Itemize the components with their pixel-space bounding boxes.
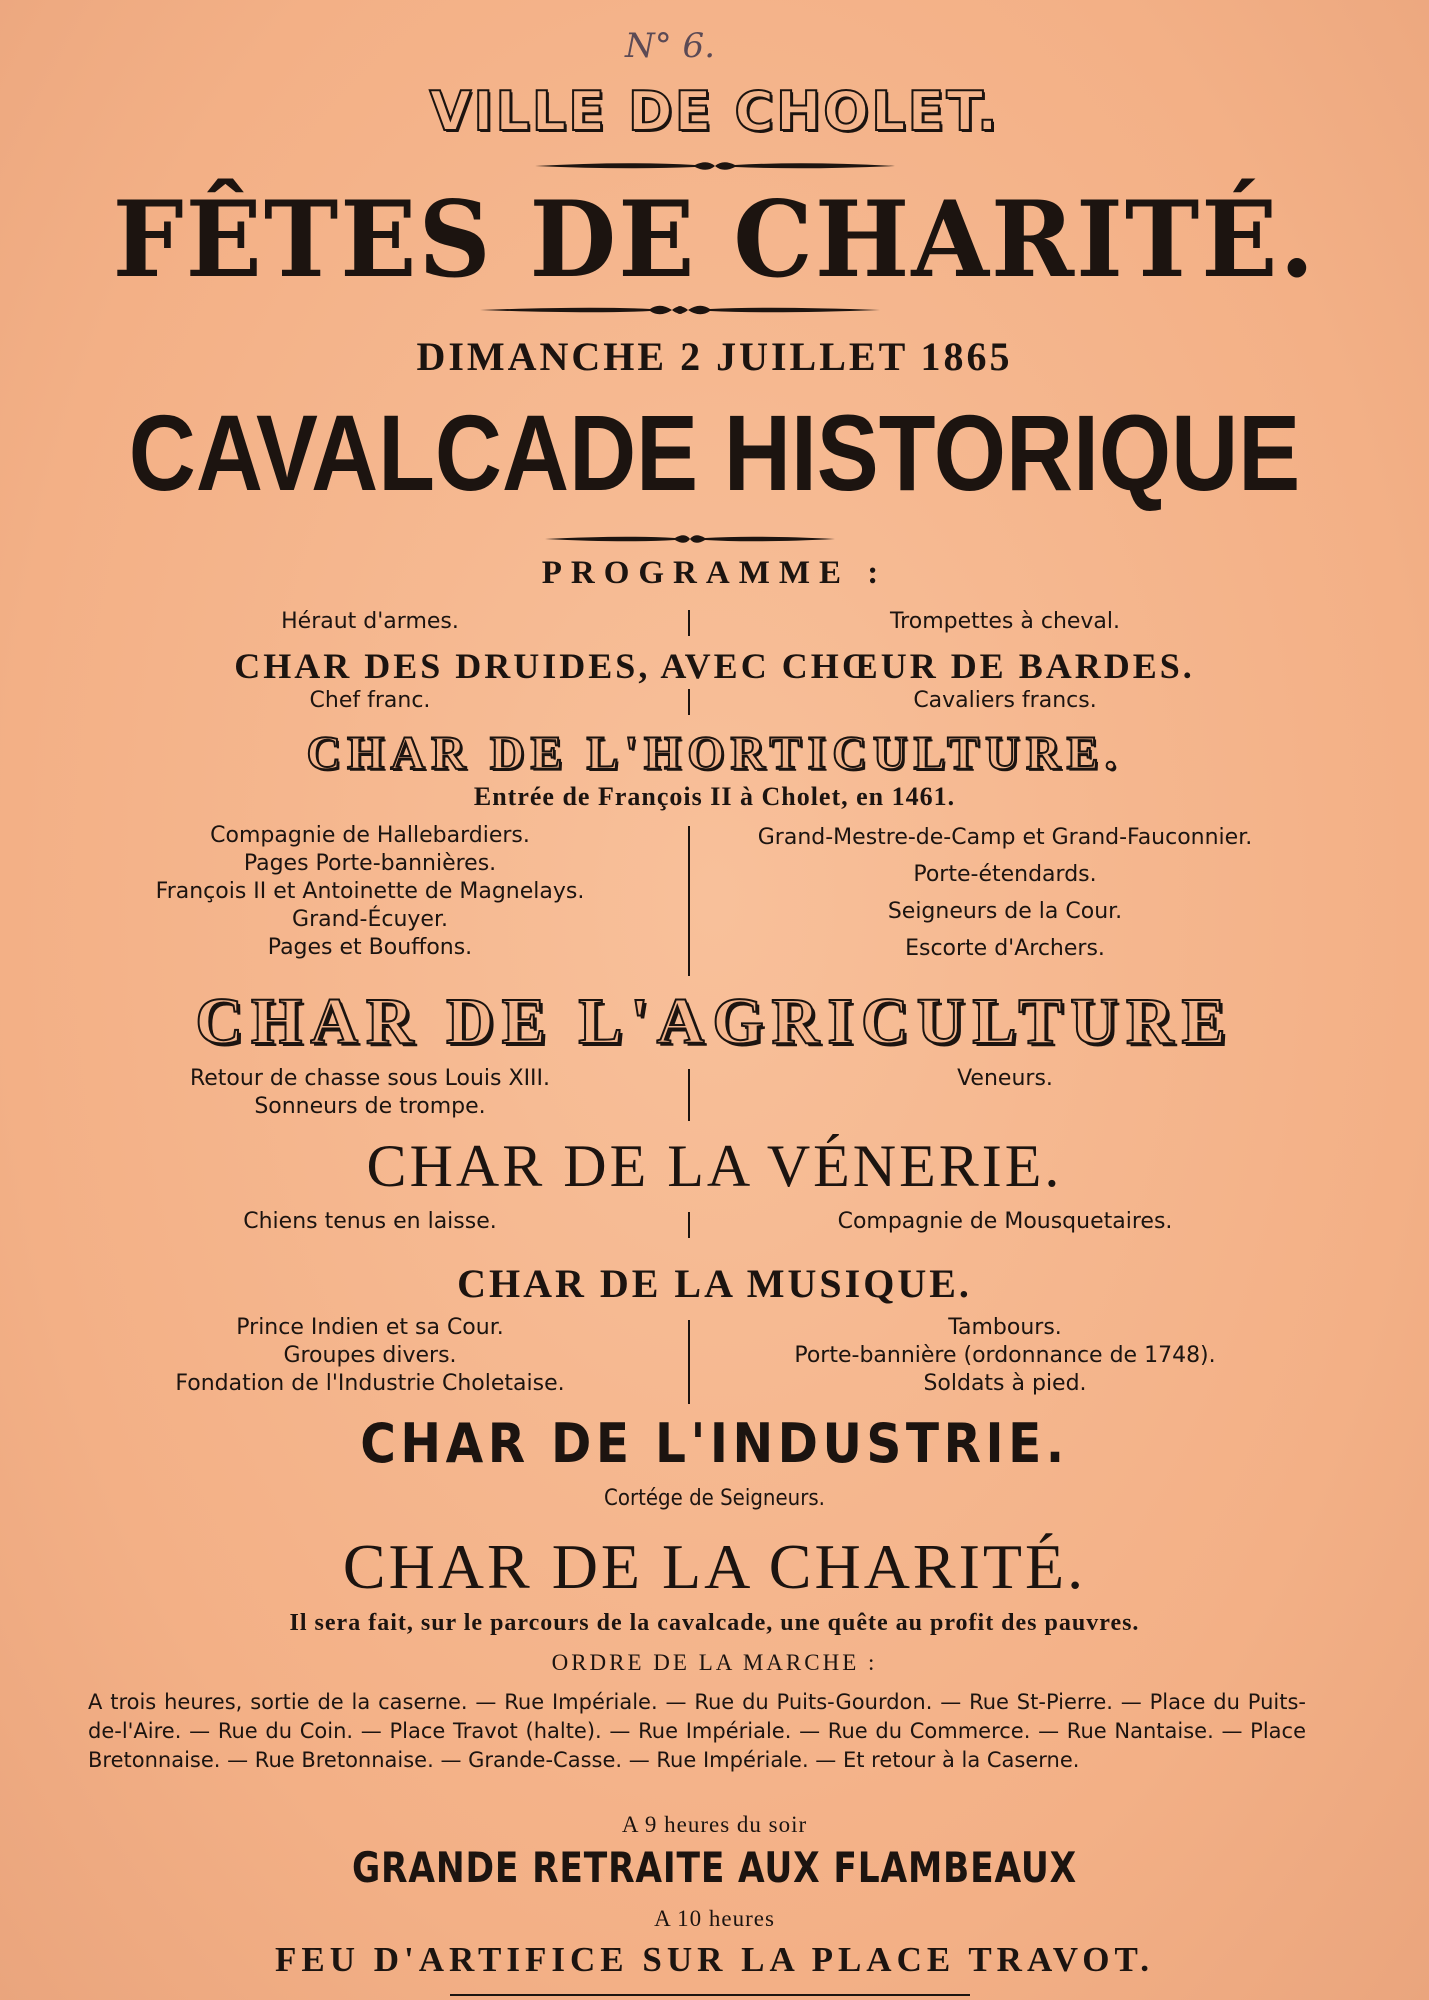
list-item: Escorte d'Archers.	[905, 936, 1105, 961]
industrie-heading: CHAR DE L'INDUSTRIE.	[360, 1412, 1069, 1475]
main-title: FÊTES DE CHARITÉ.	[112, 177, 1317, 301]
list-item: Tambours.	[948, 1315, 1062, 1340]
left-column	[80, 1314, 660, 1398]
list-item: Chef franc.	[309, 688, 431, 713]
list-item: Veneurs.	[957, 1066, 1053, 1091]
evening-time: A 9 heures du soir	[621, 1812, 808, 1837]
list-item: Grand-Écuyer.	[292, 907, 448, 932]
left-column	[80, 1065, 660, 1121]
column-divider	[688, 1069, 690, 1121]
list-item: Cavaliers francs.	[913, 688, 1097, 713]
druides-heading: CHAR DES DRUIDES, AVEC CHŒUR DE BARDES.	[234, 646, 1195, 686]
list-item: Prince Indien et sa Cour.	[236, 1315, 504, 1340]
right-column	[705, 687, 1305, 715]
list-item: Retour de chasse sous Louis XIII.	[189, 1066, 551, 1091]
list-item: Compagnie de Mousquetaires.	[837, 1209, 1173, 1234]
charite-heading: CHAR DE LA CHARITÉ.	[342, 1531, 1087, 1602]
right-column	[705, 608, 1305, 636]
horticulture-heading: CHAR DE L'HORTICULTURE.	[306, 727, 1123, 780]
ornament-divider	[480, 300, 880, 320]
entree-heading: Entrée de François II à Cholet, en 1461.	[473, 782, 956, 811]
column-divider	[688, 1212, 690, 1238]
column-divider	[688, 1320, 690, 1404]
route-paragraph: A trois heures, sortie de la caserne. — Rue Impériale. — Rue du Puits-Gourdon. — Rue St-Pierre. — Place du Puits-de-l'Aire. — Rue du Coin. — Place Travot (halte). — Rue Impériale. — Rue du Commerce. — Rue Nantaise. — Place Bretonnaise. — Rue Bretonnaise. — Grande-Casse. — Rue Impériale. — Et retour à la Caserne.	[88, 1690, 1306, 1772]
left-column	[80, 822, 660, 962]
agriculture-heading: CHAR DE L'AGRICULTURE	[195, 985, 1234, 1058]
list-item: François II et Antoinette de Magnelays.	[155, 879, 585, 904]
feu-heading: FEU D'ARTIFICE SUR LA PLACE TRAVOT.	[274, 1940, 1155, 1979]
town-heading: VILLE DE CHOLET.	[429, 80, 1000, 143]
right-column	[705, 1314, 1305, 1398]
handwritten-number: N° 6.	[625, 26, 715, 66]
column-divider	[688, 826, 690, 976]
list-item: Soldats à pied.	[923, 1371, 1087, 1396]
ornament-divider	[545, 531, 835, 547]
list-item: Porte-bannière (ordonnance de 1748).	[794, 1343, 1216, 1368]
column-divider	[688, 689, 690, 715]
quete-notice: Il sera fait, sur le parcours de la cavalcade, une quête au profit des pauvres.	[289, 1610, 1140, 1636]
list-item: Fondation de l'Industrie Choletaise.	[175, 1371, 565, 1396]
list-item: Chiens tenus en laisse.	[243, 1209, 497, 1234]
right-column	[705, 1208, 1305, 1236]
list-item: Sonneurs de trompe.	[254, 1094, 486, 1119]
list-item: Grand-Mestre-de-Camp et Grand-Fauconnier.	[757, 825, 1253, 850]
bottom-rule	[450, 1994, 970, 1996]
left-column	[80, 1208, 660, 1236]
ten-oclock-time: A 10 heures	[654, 1906, 775, 1931]
list-item: Porte-étendards.	[913, 862, 1097, 887]
column-divider	[688, 610, 690, 636]
right-column	[705, 1065, 1305, 1093]
retraite-heading: GRANDE RETRAITE AUX FLAMBEAUX	[351, 1843, 1078, 1892]
event-title: CAVALCADE HISTORIQUE	[128, 392, 1301, 513]
cortege-line: Cortége de Seigneurs.	[604, 1486, 825, 1511]
ordre-heading: ORDRE DE LA MARCHE :	[551, 1650, 878, 1675]
list-item: Héraut d'armes.	[281, 609, 459, 634]
list-item: Pages Porte-bannières.	[243, 851, 497, 876]
ornament-divider	[535, 158, 895, 174]
list-item: Trompettes à cheval.	[889, 609, 1121, 634]
right-column	[705, 819, 1305, 967]
list-item: Seigneurs de la Cour.	[887, 899, 1123, 924]
left-column	[80, 687, 660, 715]
list-item: Compagnie de Hallebardiers.	[210, 823, 530, 848]
programme-heading: PROGRAMME :	[541, 555, 888, 591]
list-item: Groupes divers.	[283, 1343, 457, 1368]
event-date: DIMANCHE 2 JUILLET 1865	[416, 334, 1013, 379]
left-column	[80, 608, 660, 636]
venerie-heading: CHAR DE LA VÉNERIE.	[366, 1133, 1063, 1199]
list-item: Pages et Bouffons.	[267, 935, 473, 960]
musique-heading: CHAR DE LA MUSIQUE.	[457, 1261, 972, 1306]
